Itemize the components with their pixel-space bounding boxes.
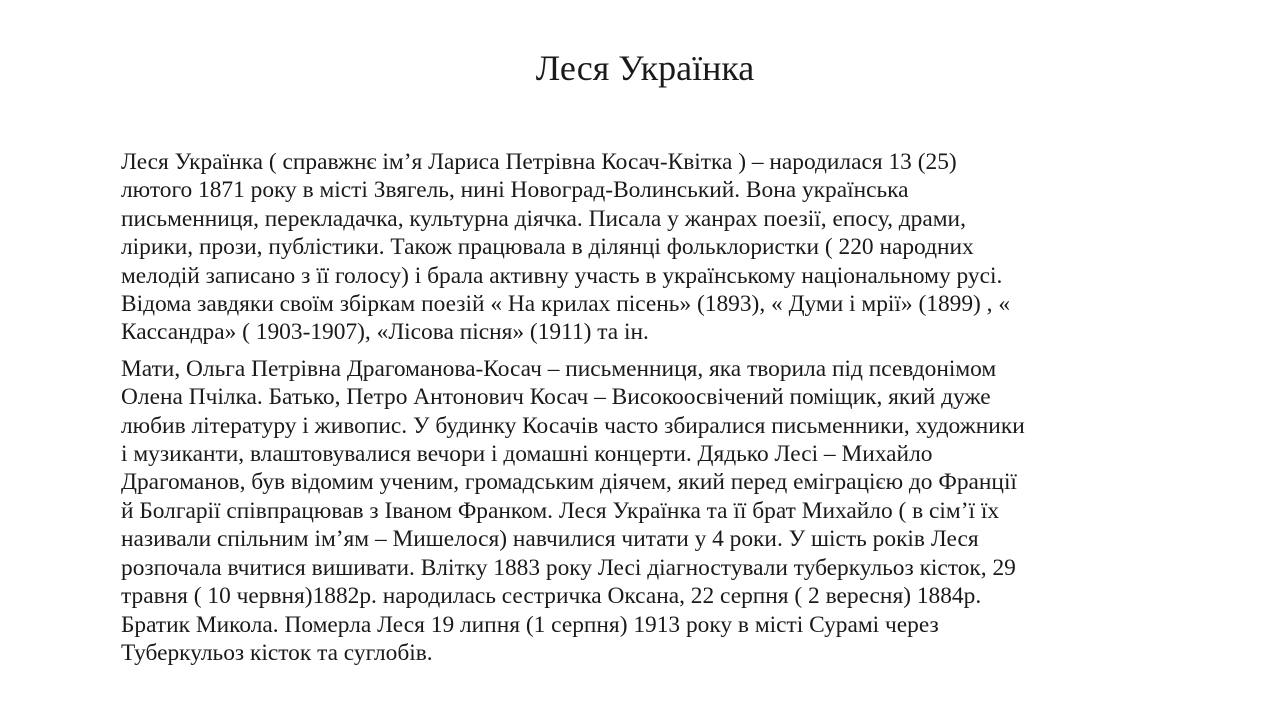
slide-title: Леся Українка (535, 48, 755, 88)
text-line: й Болгарії співпрацював з Іваном Франком. Леся Українка та її брат Михайло ( в сім’ї їх (121, 497, 1000, 524)
text-line: любив літературу і живопис. У будинку Косачів часто збиралися письменники, художники (121, 412, 1025, 439)
text-line: лірики, прози, публістики. Також працювала в ділянці фольклористки ( 220 народних (121, 234, 974, 261)
paragraph-biography (121, 148, 1161, 347)
text-line: травня ( 10 червня)1882р. народилась сестричка Оксана, 22 серпня ( 2 вересня) 1884р. (121, 583, 982, 610)
text-line: Туберкульоз кісток та суглобів. (121, 639, 433, 666)
paragraph-family (121, 355, 1161, 667)
text-line: і музиканти, влаштовувалися вечори і домашні концерти. Дядько Лесі – Михайло (121, 441, 933, 468)
text-line: лютого 1871 року в місті Звягель, нині Новоград-Волинський. Вона українська (121, 177, 909, 204)
text-line: Драгоманов, був відомим ученим, громадським діячем, який перед еміграцією до Франції (121, 469, 1017, 496)
text-line: Мати, Ольга Петрівна Драгоманова-Косач – письменниця, яка творила під псевдонімом (121, 355, 997, 382)
text-line: Леся Українка ( справжнє ім’я Лариса Петрівна Косач-Квітка ) – народилася 13 (25) (121, 149, 957, 175)
text-line: мелодій записано з її голосу) і брала активну участь в українському національному русі. (121, 262, 1003, 289)
text-line: Відома завдяки своїм збіркам поезій « На крилах пісень» (1893), « Думи і мрії» (1899) , « (121, 291, 1011, 318)
text-line: Кассандра» ( 1903-1907), «Лісова пісня» (1911) та ін. (121, 319, 649, 346)
text-line: називали спільним ім’ям – Мишелося) навчилися читати у 4 роки. У шість років Леся (121, 526, 979, 553)
text-line: розпочала вчитися вишивати. Влітку 1883 року Лесі діагностували туберкульоз кісток, 29 (121, 554, 1016, 581)
text-line: Олена Пчілка. Батько, Петро Антонович Косач – Високоосвічений поміщик, який дуже (121, 384, 991, 411)
text-line: Братик Микола. Померла Леся 19 липня (1 серпня) 1913 року в місті Сурамі через (121, 611, 939, 638)
text-line: письменниця, перекладачка, культурна діячка. Писала у жанрах поезії, епосу, драми, (121, 205, 966, 232)
slide-body (121, 148, 1161, 667)
